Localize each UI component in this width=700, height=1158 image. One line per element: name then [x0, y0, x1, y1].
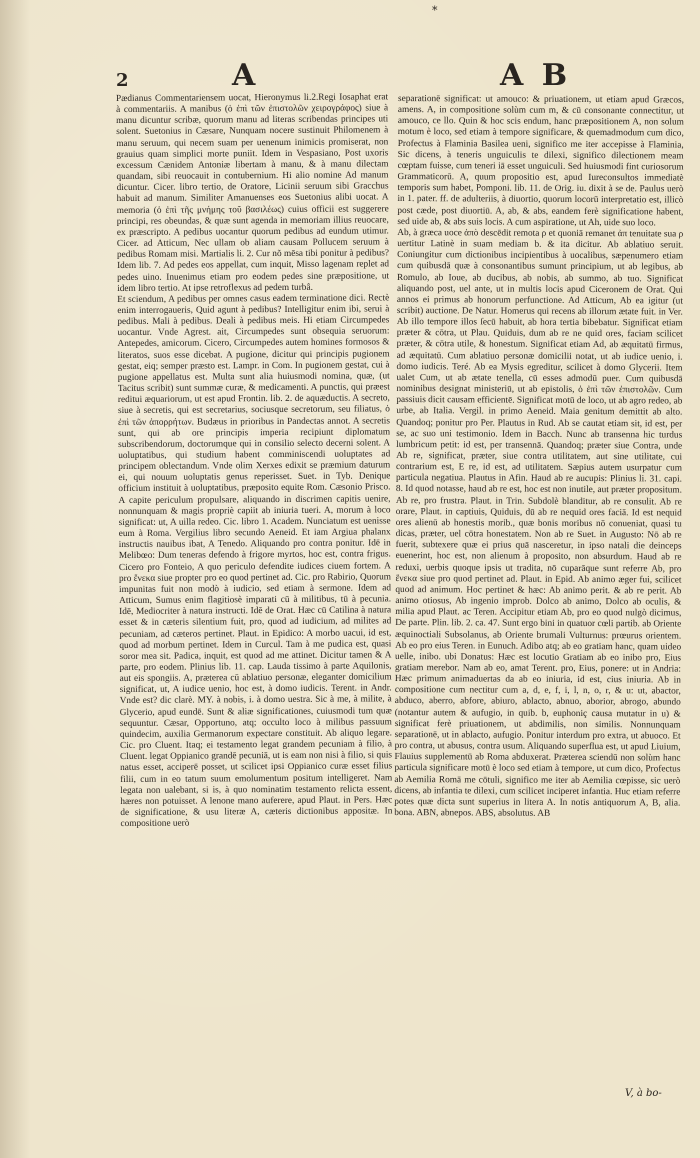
left-paragraph-1: Pædianus Commentariensem uocat, Hieronymus li.2.Regi Iosaphat erat à commentariis. A manibus (ὁ ἐπὶ τῶν ἐπιστολῶν χειρογράφος) siue à manu dicuntur scribæ, quorum manu ad literas scribendas principes uti solent. Suetonius in Cæsare, Nunquam nocere sustinuit Philomenem à manu seruum, qui necem suam per uenenum inimicis promiserat, non grauius quam simplici morte puniit. Idem in Vespasiano, Post uxoris excessum Cænidem Antoniæ libertam à manu, & à manu dilectam quandam, sibi reuocauit in contubernium. Hi alio nomine Ad manum dicuntur. Cicer. libro tertio, de Oratore, Licinii seruum sibi Gracchus habuit ad manum. Similiter Amanuenses eos Suetonius alibi uocat. A memoria (ὁ ἐπὶ τῆς μνήμης τοῦ βασιλέως) cuius officii est suggerere principi, res obeundas, & quæ sunt agenda in memoriam illius reuocare, ex præscripto. A pedibus uocantur quorum pedibus ad eundum utimur. Cicer. ad Atticum, Nec ullam ob aliam causam Pollucem seruum à pedibus Romam misi. Martialis li. 2. Cur nõ mēsa tibi ponitur à pedibus? Idem lib. 7. Ad pedes eos appellat, cum inquit, Misso lagenam replet ad pedes uino. Inuenimus etiam pro eodem pedes sine præpositione, ut idem libro tertio. At ipse retroflexus ad pedem turbâ.: [116, 92, 390, 294]
top-mark: *: [432, 4, 438, 17]
right-paragraph-2: Ab, à græca uoce ἀπὸ descēdit remota ρ et quoniā remanet ἀπ tenuitate sua ρ uertitur Latinè in suam mediam b. & ita dicitur. Ab ablatiuo seruit. Coniungitur cum dictionibus incipientibus à uocalibus, sæpenumero etiam cum quibusdā quæ à consonantibus sumunt principium, ut ab legibus, ab Romulo, ab Ioue, ab ducibus, ab nobis, ab summo, ab tuo. Significat aliquando post, uel ante, ut in multis locis apud Ciceronem de Orat. Qui annos ei primus ab honorum perfunctione. Ad Atticum, Ab ea igitur (ut scribit) auctione. De Natur. Homerus qui recens ab illorum ætate fuit. in Ver. Ab illo tempore illos ſecū habuit, ab hora tertia bibebatur. Significat etiam præter & cōtra, ut Plau. Quiduis, dum ab re ne quid ores, faciam scilicet præter, & cōtra utile, & honestum. Significat etiam Ad, ab æquitatū firmus, ad æquitatū. Cum ablatiuo personæ domicilii notat, ut ab iudice uenio, i. domo iudicis. Teré. Ab ea Mysis egreditur, scilicet à domo Glycerii. Item ualet Cum, ut ab ætate tenella, cū esses admodū puer. Cum quibusdā nominibus designat ministeriū, ut ab epistolis, ὁ ἐπὶ τῶν ἐπιστολῶν. Cum passiuis dicit causam efficientē. Significat motū de loco, ut ab agro redeo, ab urbe, ab Italia. Vergil. in primo Aeneid. Maia genitum demittit ab alto. Quandoq; ponitur pro Per. Plautus in Rud. Ab se cautat etiam sit, id est, per se, ac suo uni testimonio. Idem in Bacch. Nunc ab transenna hic turdus lumbricum petit: id est, per transennā. Quandoq; præter siue Contra, unde Ab re, significat, præter, siue contra utilitatem, aut sine utilitate, cui contrarium est, E re, id est, ad utilitatem. Sæpius autem usurpatur cum particula negatiua. Plautus in Afin. Haud ab re aucupis: Plinius li. 31. capi. 8. Id quod notasse, haud ab re est, hoc est non inutile, aut præter propositum. Ab re, pro frustra. Plaut. in Trin. Subdolè blanditur, ab re consulit. Ab re orare, Plaut. in captiuis, Quiduis, dū ab re nequid ores faciā. Id est nequid ores alienū ab honestis morib., quæ bonis moribus nō conueniat, quasi tu dicas, præter, uel cōtra honestatem. Non ab re Suet. in Augusto: Nō ab re fuerit, subtexere quæ ei prius quā nasceretur, in ipso natali die deinceps euenerint, hoc est, non alienum à proposito, non absurdum. Haud ab re reduxi, uerbis quoque ipsis ut tradita, nō cuparāque sunt referre Ab, pro ἕνεκα siue pro quod pertinet ad. Plaut. in Epid. Ab animo æger fui, scilicet quod ad animum. Hoc pertinet & hæc: Ab animo perit. & ab re perit. Ab animo otiosus, Ab ingenio improb. Dolco ab animo, Dolco ab oculis, & milia apud Plaut. ac Teren. Accipitur etiam Ab, pro eo quod nulgò dicimus, De parte. Plin. lib. 2. ca. 47. Sunt ergo bini in quatuor cœli partib. ab Oriente æquinoctiali Subsolanus, ab Oriente brumali Vulturnus: prœurus orientem. Ab eo pro eius Teren. in Eunuch. Adibo atq; ab eo gratiam hanc, quam uideo uelle, inibo. ubi Donatus: Hæc est locutio Gratiam ab eo inibo pro, Eius gratiam merebor. Nam ab eo, amat Terent. pro, Eius, ponere: ut in Andria: Hæc primum animaduertas da ab eo iniuria, id est, cius iniuria. Ab in compositione cum nectitur cum a, d, e, f, i, l, n, o, r, & u: ut, abactor, abduco, aberro, abfore, abiuro, ablacto, abnuo, aborior, abrogo, abundo (notantur autem & aufugio, in quib. b, euphoniç causa mutatur in u) & significat ferè priuationem, ut abdimilis, non similis. Nonnunquam separationē, ut in ablacto, aufugio. Ponitur interdum pro extra, ut abuoco. Et pro contra, ut abusus, contra usum. Aliquando superflua est, ut apud Liuium, Flauius supplementū ab Roma abduxerat. Præterea sciendū non solùm hanc particula significare motū è loco sed etiam à tempore, ut cum dico, Profectus ab Aemilia Romā me cōtuli, significo me iter ab Aemilia cœpisse, sic uerò dicens, ab infantia te dilexi, cum scilicet inciperet infantia. Huc etiam referre potes quæ dicta sunt superius in litera A. In notis antiquorum A, B, alia. bona. ABN, abnepos. ABS, absolutus. AB: [394, 227, 684, 819]
right-paragraph-1: separationē significat: ut amouco: & priuationem, ut etiam apud Græcos, amens. A, in compositione solùm cum m, & cū consonante connectitur, ut amouco, ce llo. Quin & hoc scis endum, hanc præpositionem A, non solum motum è loco, sed etiam à tempore significare, & quemadmodum cum dico, Profectus à Flaminia Basilea ueni, significo me iter accepisse à Flaminia, Sic dicens, à teneris unguiculis te dilexi, significo dilectionem meam cœptam fuisse, cum teneri iā esset unguiculi. Sed huiusmodi fint curiosorum Grammaticorū. A, quum propositio est, apud Iureconsultos immediatè temporis sum habet, Pomponi. lib. 11. de Orig. iu. dixit à se de. Paulus uerò in 1. pater. ff. de adulteriis, à diuortio, quorum locorū interpretatio est, illicò post cæde, post diuortiū. A, ab, & abs, eandem ferè significatione habent, sed uide ab, & abs suis locis. A cum aspiratione, ut Ah, uide suo loco.: [397, 94, 684, 229]
catchword: V, à bo-: [625, 1088, 662, 1099]
left-paragraph-2: Et sciendum, A pedibus per omnes casus eadem terminatione dici. Rectè enim interrogaueris, Quid agunt à pedibus? Intelligitur enim ibi, serui à pedibus. Mali à pedibus. Deali à pedibus meis. Hi etiam Circumpedes uocantur. Vnde Agrest. ait, Circumpedes sunt obsequia seruorum: Antepedes, amicorum. Cicero, Circumpedes autem homines formosos & literatos, suos esse dicebat. A pugione, dicitur qui principis pugionem gestat, eiq; semper præsto est. Lampr. in Com. In pugionem gestat, cui à pugione appellatus est. Multa sunt alia huiusmodi nomina, quæ, (ut Tacitus scribit) sunt summæ curæ, & medicamenti. A punctis, qui præest reditui æquariorum, ut est apud Frontin. lib. 2. de aquæductis. A secreto, siue à secretis, qui est secretarius, sociusque secretorum, seu filiatus, ὁ ἐπὶ τῶν ἀπορρήτων. Budæus in prioribus in Pandectas annot. A secretis sunt, qui ab ore principis imperia recipiunt diplomatum subscribendorum, doctorumque qui in consilio selecto decerni solent. A uoluptatibus, qui studium habent comminiscendi uoluptates ad principem oblectandum. Vnde olim Xerxes edixit se præmium daturum ei, qui nouum uoluptatis genus reperisset. Suet. in Tyb. Denique officium instituit à uoluptatibus, præposito equite Rom. Cæsonio Prisco. A capite periculum propulsare, aliquando in discrimen capitis uenire, nonnunquam & magis propriè capiit ab iniuria tueri. A, morum à loco significat: ut, A uilla redeo. Cic. libro 1. Academ. Nunciatum est uenisse eum à Roma. Vergilius libro secundo Aeneid. Et iam Argiua phalanx instructis nauibus ibat, A Tenedo. Aliquando pro contra ponitur. Idē in Melibœo: Dum teneras defendo à frigore myrtos, hoc est, contra frigus. Cicero pro Fonteio, A quo periculo defendite iudices ciuem fortem. A pro ἕνεκα siue propter pro eo quod pertinet ad. Cic. pro Rabirio, Quorum impunitas fuit non modò à iudicio, sed etiam à sermone. Idem ad Atticum, Sumus enim flagitiosè imparati cū à militibus, tū à pecunia. Idē, Mediocriter à natura instructi. Idē de Orat. Hæc cū Catilina à natura esset & in cæteris silentium fuit, pro, quod ad iudicium, ad milites ad pecuniam, ad cæteros pertinet. Plaut. in Epidico: A morbo uacui, id est, quod ad morbum pertinet. Idem in Curcul. Tam à me pudica est, quasi soror mea sit. Padica, inquit, est quod ad me attinet. Dicitur tamen & A parte, pro eodem. Plinius lib. 11. cap. Lauda tissimo à parte Aquilonis, aut eis spongiis. A, præterea cū ablatiuo personæ, eleganter domicilium significat, ut, A iudice uenio, hoc est, à domo iudicis. Terent. in Andr. Vnde est? dic clarè. MY. à nobis, i. à domo uestra. Sic à me, à milite, à Glycerio, apud eundē. Sunt & aliæ significationes, cuiusmodi tum quæ sequuntur. Cæsar, Opportuno, atq; occulto loco à milibus passuum quindecim, auxilia Germanorum expectare constituit. Ab aliquo legare. Cic. pro Cluent. Itaq; ei testamento legat grandem pecuniam à filio, à Cluent. legat Oppianico grandē pecuniā, ut is eam non nisi à filio, si quis natus esset, acciperē posset, ut scilicet ipsi Oppianico curæ esset filius filii, cum in eo tatum suum emolumentum positum intelligeret. Nam legata non ualebant, si is, à quo nominatim testamento relicta essent, hæres non potuisset. A lenone mano auferere, apud Plaut. in Pers. Hæc de significatione, & usu literæ A, cæteris dictionibus appositæ. In compositione uerò: [117, 293, 393, 830]
binding-shadow: [0, 0, 30, 1158]
running-header-right: A B: [500, 58, 572, 93]
running-header-left: A: [232, 58, 257, 93]
left-column: [116, 92, 394, 1094]
right-column: [393, 94, 684, 1095]
page-number: 2: [116, 70, 129, 91]
